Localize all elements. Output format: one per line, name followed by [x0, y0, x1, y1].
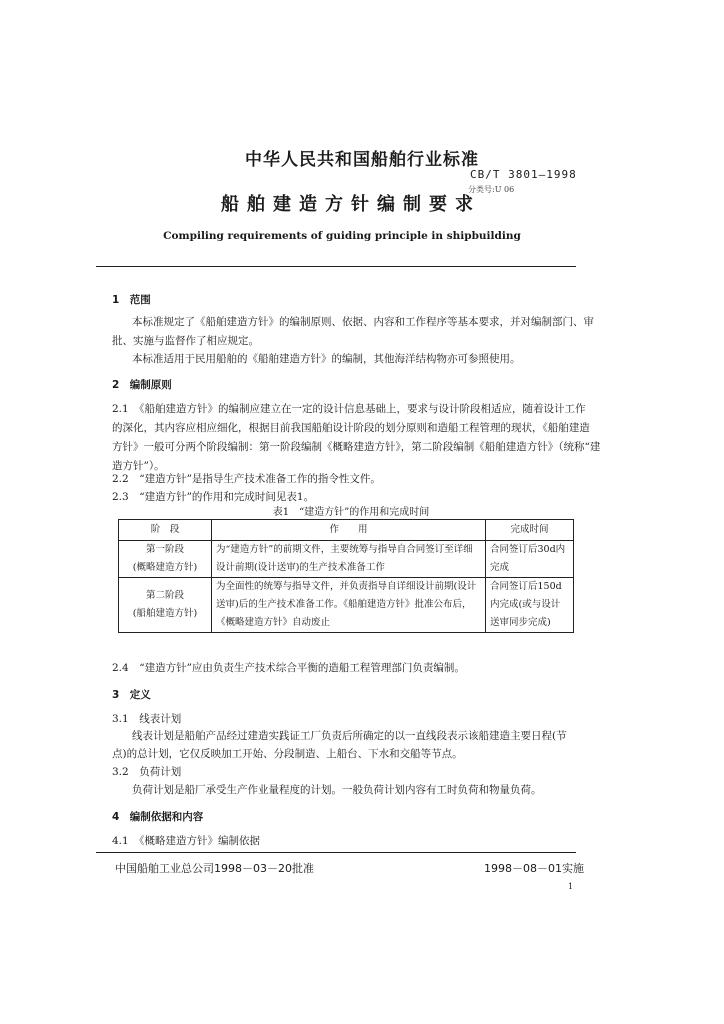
section-1-paragraph-2: 本标准适用于民用船舶的《船舶建造方针》的编制，其他海洋结构物亦可参照使用。 [132, 353, 521, 365]
page-number: 1 [568, 882, 574, 891]
clause-2-3: 2.3 “建造方针”的作用和完成时间见表1。 [112, 491, 315, 503]
clause-4-1: 4.1 《概略建造方针》编制依据 [112, 835, 260, 847]
stage-sublabel: (船舶建造方针) [132, 608, 198, 619]
clause-2-1-line-4: 造方针”）。 [112, 460, 165, 472]
header-function: 作 用 [212, 520, 486, 541]
header-stage: 阶 段 [119, 520, 212, 541]
header-time: 完成时间 [486, 520, 574, 541]
section-1-paragraph-1-line-1: 本标准规定了《船舶建造方针》的编制原则、依据、内容和工作程序等基本要求，并对编制部门、审 [132, 316, 594, 328]
clause-2-1-line-1: 2.1 《船舶建造方针》的编制应建立在一定的设计信息基础上，要求与设计阶段相适应，随着设计工作 [112, 403, 586, 415]
clause-2-2: 2.2 “建造方针”是指导生产技术准备工作的指令性文件。 [112, 473, 381, 485]
stage-label: 第二阶段 [145, 590, 184, 601]
stage-cell [119, 578, 212, 633]
implementation-date: 1998－08－01实施 [484, 862, 584, 875]
function-cell: 为“建造方针”的前期文件，主要统筹与指导自合同签订至详细设计前期(设计送审)的生产技术准备工作 [212, 541, 486, 578]
clause-3-1-heading: 3.1 线表计划 [112, 713, 182, 725]
stage-label: 第一阶段 [145, 544, 184, 555]
stage-cell [119, 541, 212, 578]
clause-2-4: 2.4 “建造方针”应由负责生产技术综合平衡的造船工程管理部门负责编制。 [112, 662, 465, 674]
document-title: 船舶建造方针编制要求 [221, 194, 481, 215]
table-row [119, 578, 574, 633]
function-cell: 为全面性的统筹与指导文件，并负责指导自详细设计前期(设计送审)后的生产技术准备工作。《船舶建造方针》批准公布后，《概略建造方针》自动废止 [212, 578, 486, 633]
table-1-caption: 表1 “建造方针”的作用和完成时间 [272, 507, 430, 518]
clause-3-2-heading: 3.2 负荷计划 [112, 766, 182, 778]
section-4-heading: 4 编制依据和内容 [112, 811, 204, 823]
standard-code: CB/T 3801—1998 [470, 168, 577, 181]
table-1 [118, 519, 574, 633]
section-2-heading: 2 编制原则 [112, 379, 172, 391]
standard-title: 中华人民共和国船舶行业标准 [245, 150, 479, 170]
header-rule [96, 266, 576, 267]
time-cell: 合同签订后150d内完成(或与设计送审同步完成) [486, 578, 574, 633]
clause-3-2-line-1: 负荷计划是船厂承受生产作业量程度的计划。一般负荷计划内容有工时负荷和物量负荷。 [132, 784, 542, 796]
stage-sublabel: (概略建造方针) [132, 562, 198, 573]
clause-3-1-line-1: 线表计划是船舶产品经过建造实践证工厂负责后所确定的以一直线段表示该船建造主要日程(节 [132, 730, 567, 742]
clause-2-1-line-3: 方针》一般可分两个阶段编制：第一阶段编制《概略建造方针》，第二阶段编制《船舶建造方针》（统称“建 [112, 441, 601, 453]
clause-3-1-line-2: 点)的总计划，它仅反映加工开始、分段制造、上船台、下水和交船等节点。 [112, 748, 463, 760]
classification-code: 分类号:U 06 [468, 185, 515, 194]
table-row [119, 541, 574, 578]
section-3-heading: 3 定义 [112, 689, 151, 701]
english-title: Compiling requirements of guiding principle in shipbuilding [163, 230, 521, 242]
table-header-row [119, 520, 574, 541]
clause-2-1-line-2: 的深化，其内容应相应细化，根据目前我国船舶设计阶段的划分原则和造船工程管理的现状，《船舶建造 [112, 422, 590, 434]
time-cell: 合同签订后30d内完成 [486, 541, 574, 578]
approval-line: 中国船舶工业总公司1998－03－20批准 [115, 862, 314, 875]
section-1-paragraph-1-line-2: 批、实施与监督作了相应规定。 [112, 335, 259, 347]
footer-rule [96, 852, 576, 853]
section-1-heading: 1 范围 [112, 294, 151, 306]
